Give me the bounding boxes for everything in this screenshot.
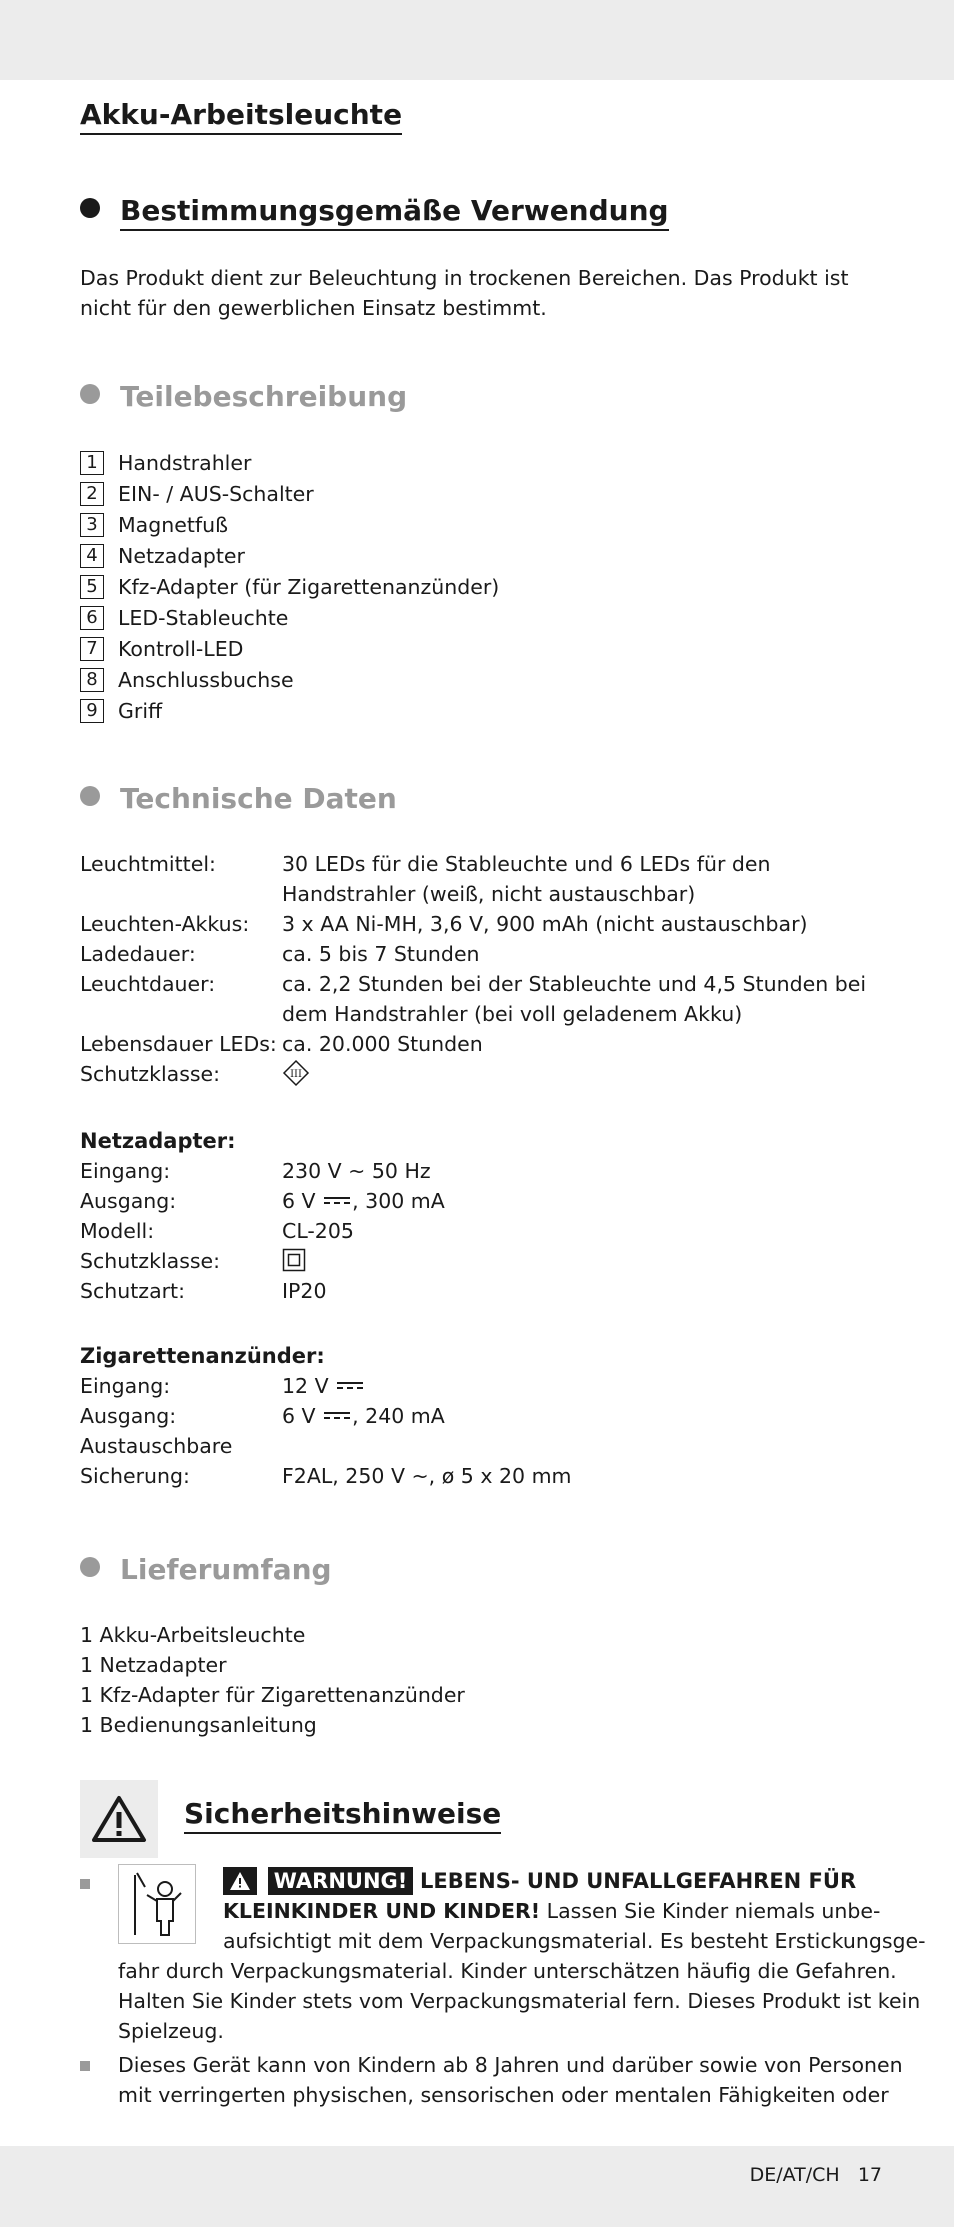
list-item: 1 Akku-Arbeitsleuchte — [80, 1623, 306, 1647]
table-row — [80, 909, 882, 939]
row-value — [282, 1371, 882, 1401]
row-value: 30 LEDs für die Stableuchte und 6 LEDs für den Handstrahler (weiß, nicht austauschbar) — [282, 852, 771, 906]
table-row — [80, 1401, 882, 1431]
table-row — [80, 969, 882, 1029]
scope-list — [80, 1620, 465, 1740]
warning-badge-icon — [229, 1871, 251, 1891]
page-footer — [750, 2164, 882, 2186]
list-item — [80, 509, 499, 540]
list-item: 1 Bedienungsanleitung — [80, 1713, 317, 1737]
scope-heading-text: Lieferumfang — [120, 1553, 332, 1586]
protection-class-iii-icon — [282, 1059, 882, 1093]
footer-locale: DE/AT/CH — [749, 2164, 840, 2186]
list-item — [80, 602, 499, 633]
list-item — [80, 540, 499, 571]
intended-use-text: Das Produkt dient zur Beleuchtung in trockenen Bereichen. Das Produkt ist nicht für den gewerblichen Einsatz bestimmt. — [80, 266, 849, 320]
intended-use-heading-text: Bestimmungsgemäße Verwendung — [120, 194, 669, 231]
warning-triangle-icon — [91, 1794, 147, 1844]
document-title: Akku-Arbeitsleuchte — [80, 98, 402, 135]
car-adapter-block — [80, 1341, 882, 1491]
warning-badge-text: WARNUNG! — [268, 1867, 414, 1895]
part-number: 2 — [80, 482, 104, 506]
svg-text:III: III — [290, 1069, 302, 1080]
row-label: Eingang: — [80, 1159, 171, 1183]
tech-table — [80, 849, 882, 1093]
row-label: Leuchtmittel: — [80, 852, 216, 876]
row-value — [282, 1401, 882, 1431]
warning-headline: LEBENS- UND UNFALLGEFAHREN FÜR — [420, 1869, 857, 1893]
warning-text-line: Halten Sie Kinder stets vom Verpackungsmaterial fern. Dieses Produkt ist kein — [118, 1989, 921, 2013]
protection-class-ii-icon — [282, 1246, 882, 1276]
warning-triangle-icon-box — [80, 1780, 158, 1858]
bullet-icon — [80, 786, 100, 806]
list-item: 1 Kfz-Adapter für Zigarettenanzünder — [80, 1683, 465, 1707]
part-label: Magnetfuß — [118, 512, 229, 537]
safety-text-line: Dieses Gerät kann von Kindern ab 8 Jahren und darüber sowie von Personen — [118, 2053, 903, 2077]
part-label: Griff — [118, 698, 163, 723]
row-value: CL-205 — [282, 1219, 354, 1243]
row-label: Sicherung: — [80, 1464, 190, 1488]
table-row — [80, 1059, 882, 1093]
table-row — [80, 1029, 882, 1059]
row-label: Ladedauer: — [80, 942, 196, 966]
warning-line-1 — [223, 1866, 856, 1896]
safety-heading: Sicherheitshinweise — [184, 1797, 501, 1834]
table-row — [80, 1276, 882, 1306]
part-label: EIN- / AUS-Schalter — [118, 481, 314, 506]
warning-badge — [223, 1867, 257, 1895]
output-current: , 240 mA — [352, 1404, 445, 1428]
bullet-icon — [80, 198, 100, 218]
table-row — [80, 1156, 882, 1186]
row-value: IP20 — [282, 1279, 327, 1303]
child-warning-icon — [118, 1864, 196, 1944]
row-label: Lebensdauer LEDs: — [80, 1032, 277, 1056]
table-row — [80, 1246, 882, 1276]
car-adapter-heading: Zigarettenanzünder: — [80, 1344, 325, 1368]
list-item: 1 Netzadapter — [80, 1653, 227, 1677]
row-label: Leuchten-Akkus: — [80, 912, 250, 936]
part-number: 4 — [80, 544, 104, 568]
row-label: Leuchtdauer: — [80, 972, 216, 996]
adapter-block — [80, 1126, 882, 1306]
part-label: Kfz-Adapter (für Zigarettenanzünder) — [118, 574, 500, 599]
part-number: 9 — [80, 699, 104, 723]
row-value: 3 x AA Ni-MH, 3,6 V, 900 mAh (nicht austauschbar) — [282, 912, 808, 936]
warning-headline-cont: KLEINKINDER UND KINDER! — [223, 1899, 541, 1923]
row-value: ca. 5 bis 7 Stunden — [282, 942, 480, 966]
list-item — [80, 695, 499, 726]
row-label: Eingang: — [80, 1374, 171, 1398]
output-current: , 300 mA — [352, 1189, 445, 1213]
table-row — [80, 1461, 882, 1491]
top-band — [0, 0, 954, 80]
part-number: 6 — [80, 606, 104, 630]
list-item — [80, 664, 499, 695]
part-number: 5 — [80, 575, 104, 599]
parts-list — [80, 447, 499, 726]
output-voltage: 6 V — [282, 1189, 316, 1213]
bullet-icon — [80, 384, 100, 404]
part-label: Anschlussbuchse — [118, 667, 294, 692]
part-label: LED-Stableuchte — [118, 605, 289, 630]
footer-band — [0, 2146, 954, 2227]
row-value: F2AL, 250 V ~, ø 5 x 20 mm — [282, 1464, 572, 1488]
row-value: ca. 2,2 Stunden bei der Stableuchte und 4,5 Stunden bei dem Handstrahler (bei voll geladenem Akku) — [282, 972, 867, 1026]
safety-text-line: mit verringerten physischen, sensorischen oder mentalen Fähigkeiten oder — [118, 2083, 889, 2107]
row-label: Schutzart: — [80, 1279, 186, 1303]
row-label: Schutzklasse: — [80, 1249, 221, 1273]
row-label: Schutzklasse: — [80, 1062, 221, 1086]
list-bullet-icon — [80, 1879, 90, 1889]
section-heading-parts — [80, 380, 407, 413]
list-bullet-icon — [80, 2061, 90, 2071]
part-number: 1 — [80, 451, 104, 475]
part-label: Handstrahler — [118, 450, 252, 475]
row-label: Ausgang: — [80, 1189, 177, 1213]
warning-line-3: aufsichtigt mit dem Verpackungsmaterial. Es besteht Erstickungsge- — [223, 1929, 926, 1953]
dc-symbol-icon — [337, 1382, 363, 1390]
section-heading-scope — [80, 1553, 332, 1586]
list-item — [80, 633, 499, 664]
row-label: Ausgang: — [80, 1404, 177, 1428]
page-number: 17 — [857, 2164, 882, 2186]
list-item — [80, 478, 499, 509]
warning-text: Lassen Sie Kinder niemals unbe- — [546, 1899, 881, 1923]
parts-heading-text: Teilebeschreibung — [120, 380, 408, 413]
warning-text-line: Spielzeug. — [118, 2019, 224, 2043]
row-value: ca. 20.000 Stunden — [282, 1032, 483, 1056]
bullet-icon — [80, 1557, 100, 1577]
dc-symbol-icon — [324, 1412, 350, 1420]
adapter-heading: Netzadapter: — [80, 1129, 236, 1153]
warning-line-rest — [118, 1956, 920, 2046]
part-label: Kontroll-LED — [118, 636, 244, 661]
part-number: 3 — [80, 513, 104, 537]
input-voltage: 12 V — [282, 1374, 329, 1398]
table-row — [80, 939, 882, 969]
list-item — [80, 571, 499, 602]
safety-item-2 — [118, 2050, 903, 2110]
table-row — [80, 1216, 882, 1246]
part-number: 8 — [80, 668, 104, 692]
table-row — [80, 849, 882, 909]
list-item — [80, 447, 499, 478]
warning-text-line: fahr durch Verpackungsmaterial. Kinder unterschätzen häufig die Gefahren. — [118, 1959, 897, 1983]
table-row — [80, 1371, 882, 1401]
section-heading-intended-use — [80, 194, 669, 227]
row-label: Austauschbare — [80, 1434, 233, 1458]
table-row — [80, 1431, 882, 1461]
warning-line-2 — [223, 1896, 880, 1926]
row-value — [282, 1186, 882, 1216]
part-label: Netzadapter — [118, 543, 245, 568]
row-value: 230 V ~ 50 Hz — [282, 1159, 431, 1183]
dc-symbol-icon — [324, 1197, 350, 1205]
output-voltage: 6 V — [282, 1404, 316, 1428]
tech-heading-text: Technische Daten — [120, 782, 397, 815]
part-number: 7 — [80, 637, 104, 661]
row-label: Modell: — [80, 1219, 155, 1243]
section-heading-tech — [80, 782, 397, 815]
table-row — [80, 1186, 882, 1216]
